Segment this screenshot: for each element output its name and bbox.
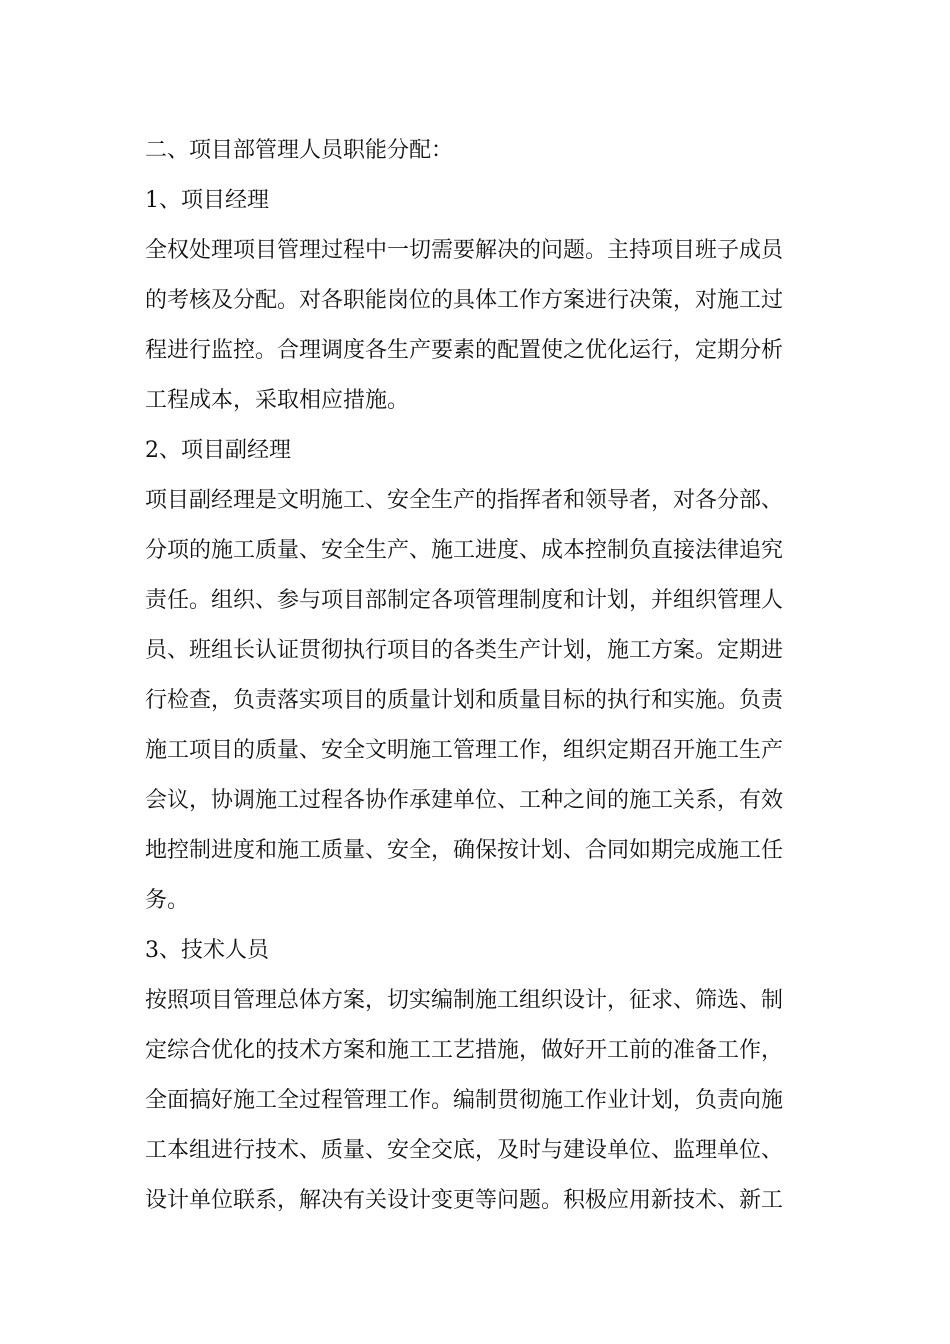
paragraph-line: 责任。组织、参与项目部制定各项管理制度和计划，并组织管理人	[145, 588, 784, 613]
paragraph-line: 员、班组长认证贯彻执行项目的各类生产计划，施工方案。定期进	[145, 638, 784, 663]
paragraph-line: 行检查，负责落实项目的质量计划和质量目标的执行和实施。负责	[145, 688, 784, 713]
paragraph-line: 全面搞好施工全过程管理工作。编制贯彻施工作业计划，负责向施	[145, 1088, 784, 1113]
document-body	[145, 126, 815, 1226]
paragraph-line: 全权处理项目管理过程中一切需要解决的问题。主持项目班子成员	[145, 238, 784, 263]
paragraph-line: 按照项目管理总体方案，切实编制施工组织设计，征求、筛选、制	[145, 988, 784, 1013]
paragraph-line: 地控制进度和施工质量、安全，确保按计划、合同如期完成施工任	[145, 838, 784, 863]
subsection-heading-project-manager: 1、项目经理	[145, 188, 269, 213]
paragraph-line: 施工项目的质量、安全文明施工管理工作，组织定期召开施工生产	[145, 738, 784, 763]
subsection-heading-technical-staff: 3、技术人员	[145, 938, 269, 963]
paragraph-line: 程进行监控。合理调度各生产要素的配置使之优化运行，定期分析	[145, 338, 784, 363]
paragraph-line: 工本组进行技术、质量、安全交底，及时与建设单位、监理单位、	[145, 1138, 784, 1163]
paragraph-line: 设计单位联系，解决有关设计变更等问题。积极应用新技术、新工	[145, 1188, 784, 1213]
paragraph-line: 务。	[145, 888, 190, 913]
subsection-heading-deputy-manager: 2、项目副经理	[145, 438, 291, 463]
paragraph-line: 分项的施工质量、安全生产、施工进度、成本控制负直接法律追究	[145, 538, 784, 563]
paragraph-line: 的考核及分配。对各职能岗位的具体工作方案进行决策，对施工过	[145, 288, 784, 313]
paragraph-line: 会议，协调施工过程各协作承建单位、工种之间的施工关系，有效	[145, 788, 784, 813]
section-heading: 二、项目部管理人员职能分配：	[145, 138, 454, 163]
paragraph-line: 工程成本，采取相应措施。	[145, 388, 410, 413]
paragraph-line: 定综合优化的技术方案和施工工艺措施，做好开工前的准备工作，	[145, 1038, 784, 1063]
paragraph-line: 项目副经理是文明施工、安全生产的指挥者和领导者，对各分部、	[145, 488, 784, 513]
